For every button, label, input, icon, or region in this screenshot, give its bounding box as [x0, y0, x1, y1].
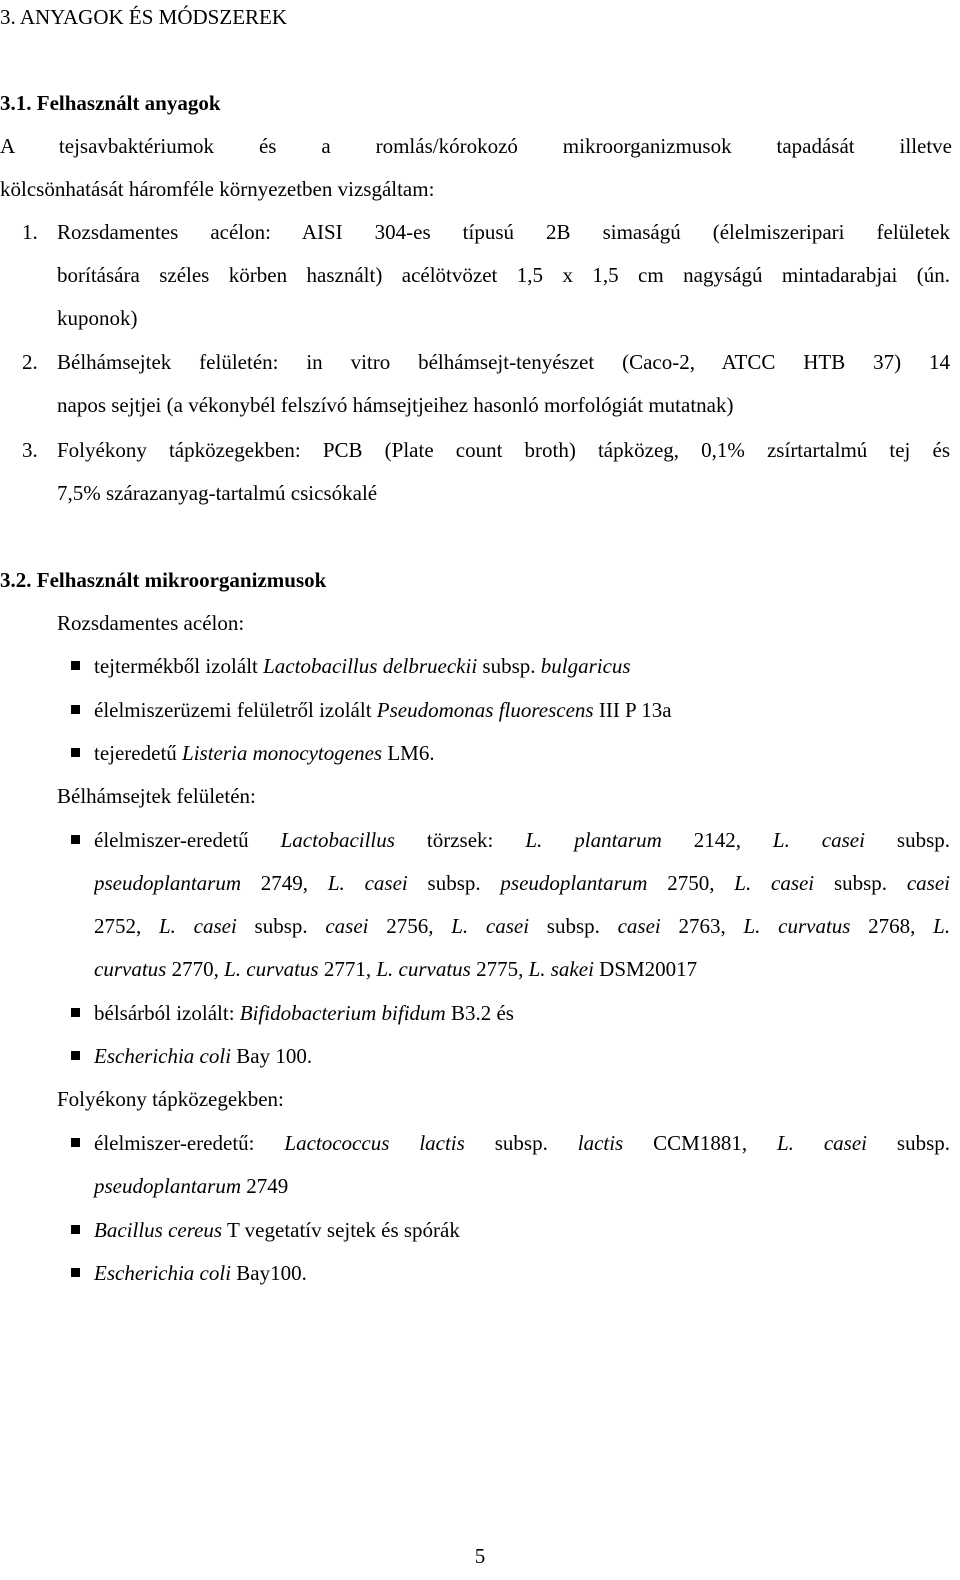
section-2-heading: 3.2. Felhasznált mikroorganizmusok: [0, 568, 327, 592]
g2-bullet-2: bélsárból izolált: Bifidobacterium bifidum B3.2 és: [94, 1001, 514, 1025]
bullet-icon: [71, 748, 80, 757]
g3-bullet-2: Bacillus cereus T vegetatív sejtek és spórák: [94, 1218, 460, 1242]
bullet-icon: [71, 1051, 80, 1060]
item-1-line-2: borítására széles körben használt) acélötvözet 1,5 x 1,5 cm nagyságú mintadarabjai (ún.: [57, 263, 950, 287]
page-number: 5: [474, 1544, 486, 1568]
bullet-icon: [71, 1268, 80, 1277]
bullet-icon: [71, 835, 80, 844]
bullet-icon: [71, 1138, 80, 1147]
item-3-number: 3.: [22, 438, 38, 462]
item-1-line-1: Rozsdamentes acélon: AISI 304-es típusú 2B simaságú (élelmiszeripari felületek: [57, 220, 950, 244]
bullet-icon: [71, 705, 80, 714]
bullet-icon: [71, 1225, 80, 1234]
g1-bullet-2: élelmiszerüzemi felületről izolált Pseudomonas fluorescens III P 13a: [94, 698, 672, 722]
group-2-label: Bélhámsejtek felületén:: [57, 784, 256, 808]
bullet-icon: [71, 661, 80, 670]
g2-bullet-1-line-1: élelmiszer-eredetű Lactobacillus törzsek: L. plantarum 2142, L. casei subsp.: [94, 828, 950, 852]
bullet-icon: [71, 1008, 80, 1017]
g2-bullet-1-line-2: pseudoplantarum 2749, L. casei subsp. pseudoplantarum 2750, L. casei subsp. casei: [94, 871, 950, 895]
item-1-line-3: kuponok): [57, 306, 138, 330]
g2-bullet-3: Escherichia coli Bay 100.: [94, 1044, 313, 1068]
g2-bullet-1-line-3: 2752, L. casei subsp. casei 2756, L. casei subsp. casei 2763, L. curvatus 2768, L.: [94, 914, 950, 938]
g3-bullet-1-line-2: pseudoplantarum 2749: [94, 1174, 289, 1198]
g3-bullet-3: Escherichia coli Bay100.: [94, 1261, 307, 1285]
group-3-label: Folyékony tápközegekben:: [57, 1087, 284, 1111]
g2-bullet-1-line-4: curvatus 2770, L. curvatus 2771, L. curvatus 2775, L. sakei DSM20017: [94, 957, 698, 981]
group-1-label: Rozsdamentes acélon:: [57, 611, 245, 635]
item-3-line-2: 7,5% szárazanyag-tartalmú csicsókalé: [57, 481, 378, 505]
g1-bullet-3: tejeredetű Listeria monocytogenes LM6.: [94, 741, 435, 765]
intro-line-2: kölcsönhatását háromféle környezetben vizsgáltam:: [0, 177, 435, 201]
item-2-line-1: Bélhámsejtek felületén: in vitro bélhámsejt-tenyészet (Caco-2, ATCC HTB 37) 14: [57, 350, 950, 374]
item-3-line-1: Folyékony tápközegekben: PCB (Plate count broth) tápközeg, 0,1% zsírtartalmú tej és: [57, 438, 950, 462]
chapter-title: 3. ANYAGOK ÉS MÓDSZEREK: [0, 5, 288, 29]
g1-bullet-1: tejtermékből izolált Lactobacillus delbrueckii subsp. bulgaricus: [94, 654, 631, 678]
section-1-heading: 3.1. Felhasznált anyagok: [0, 91, 221, 115]
item-2-line-2: napos sejtjei (a vékonybél felszívó hámsejtjeihez hasonló morfológiát mutatnak): [57, 393, 734, 417]
item-1-number: 1.: [22, 220, 38, 244]
intro-line-1: A tejsavbaktériumok és a romlás/kórokozó mikroorganizmusok tapadását illetve: [0, 134, 952, 158]
item-2-number: 2.: [22, 350, 38, 374]
g3-bullet-1-line-1: élelmiszer-eredetű: Lactococcus lactis subsp. lactis CCM1881, L. casei subsp.: [94, 1131, 950, 1155]
